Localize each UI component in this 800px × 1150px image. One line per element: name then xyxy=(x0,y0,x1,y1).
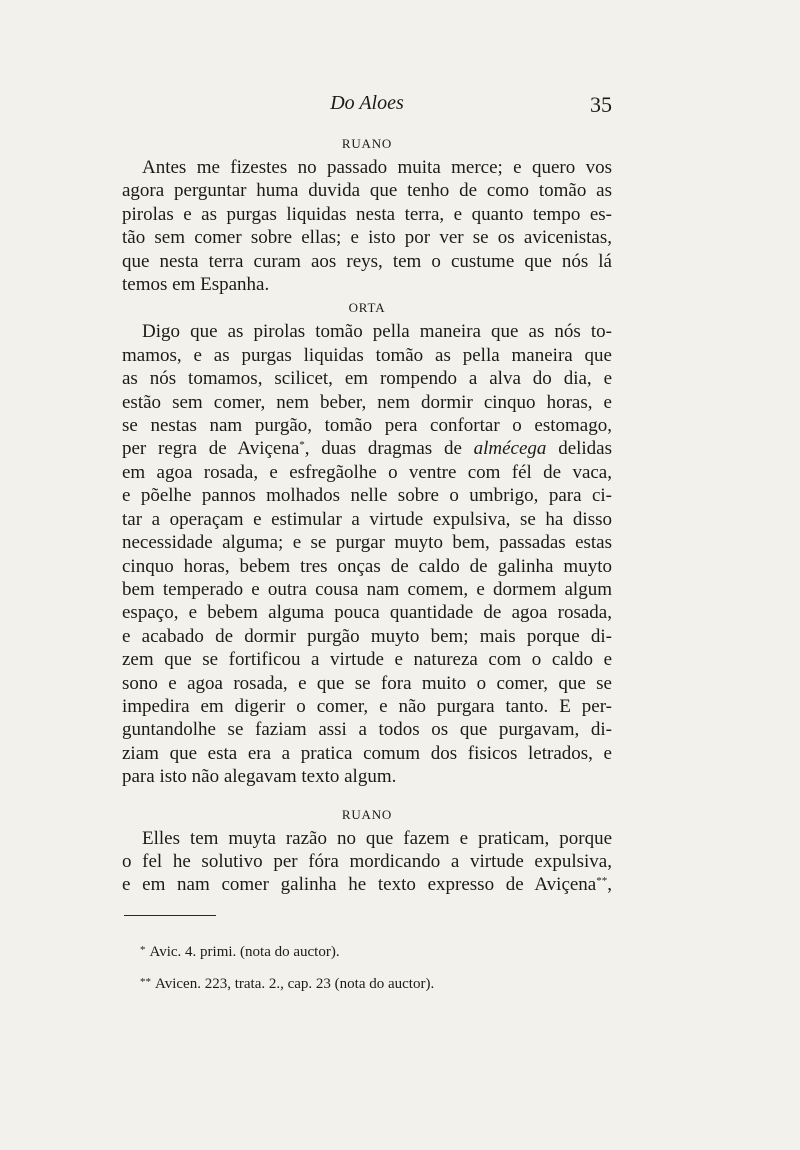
footnote xyxy=(140,935,620,967)
text-line: sono e agoa rosada, e que se fora muito o comer, que se xyxy=(122,672,612,694)
text-line: mamos, e as purgas liquidas tomão as pella maneira que xyxy=(122,344,612,366)
text-line: bem temperado e outra cousa nam comem, e dormem algum xyxy=(122,578,612,600)
dialogue-paragraph xyxy=(122,156,612,296)
text-line-with-footnote xyxy=(122,437,612,460)
footnote-mark: * xyxy=(140,944,146,956)
dialogue-paragraph xyxy=(122,827,612,897)
text-line: necessidade alguma; e se purgar muyto bem, passadas estas xyxy=(122,532,612,554)
running-title: Do Aloes xyxy=(330,92,404,114)
text-line-with-footnote xyxy=(122,873,612,896)
footnote-mark: * xyxy=(299,439,305,452)
text-line: tão sem comer sobre ellas; e isto por ver se os avicenistas, xyxy=(122,227,612,249)
footnote-mark: ** xyxy=(140,976,151,988)
text-line: em agoa rosada, e esfregãolhe o ventre com fél de vaca, xyxy=(122,461,612,483)
italic-term: almécega xyxy=(473,438,547,460)
text-line: o fel he solutivo per fóra mordicando a virtude expulsiva, xyxy=(122,850,612,872)
text-line: Digo que as pirolas tomão pella maneira que as nós to- xyxy=(142,321,612,343)
footnote-rule xyxy=(124,915,216,916)
footnote-text: Avicen. 223, trata. 2., cap. 23 (nota do auctor). xyxy=(155,976,435,992)
text-line: se nestas nam purgão, tomão pera confortar o estomago, xyxy=(122,415,612,437)
text-line: e acabado de dormir purgão muyto bem; mais porque di- xyxy=(122,625,612,647)
footnotes xyxy=(140,935,620,999)
footnote-mark: ** xyxy=(596,875,608,888)
text-line: que nesta terra curam aos reys, tem o custume que nós lá xyxy=(122,250,612,272)
text-line: temos em Espanha. xyxy=(122,274,270,296)
speaker-label: RUANO xyxy=(341,136,393,151)
text-segment: , duas dragmas de xyxy=(304,438,462,460)
page-header xyxy=(122,92,612,122)
text-line: espaço, e bebem alguma pouca quantidade de agoa rosada, xyxy=(122,602,612,624)
text-line: as nós tomamos, scilicet, em rompendo a alva do dia, e xyxy=(122,368,612,390)
text-line: e põelhe pannos molhados nelle sobre o umbrigo, para ci- xyxy=(122,485,612,507)
text-line: Elles tem muyta razão no que fazem e praticam, porque xyxy=(142,827,612,849)
page-body xyxy=(122,132,612,897)
footnote-text: Avic. 4. primi. (nota do auctor). xyxy=(149,944,340,960)
text-line: agora perguntar huma duvida que tenho de como tomão as xyxy=(122,180,612,202)
text-line: zem que se fortificou a virtude e natureza com o caldo e xyxy=(122,649,612,671)
text-segment: , xyxy=(607,874,612,896)
text-line: Antes me fizestes no passado muita merce; e quero vos xyxy=(142,157,612,178)
text-line: ziam que esta era a pratica comum dos fisicos letrados, e xyxy=(122,742,612,764)
text-line: guntandolhe se faziam assi a todos os que purgavam, di- xyxy=(122,719,612,741)
text-segment: e em nam comer galinha he texto expresso de Aviçena xyxy=(122,874,597,896)
speaker-label: ORTA xyxy=(348,300,386,316)
text-segment: per regra de Aviçena xyxy=(122,438,300,460)
speaker-label: RUANO xyxy=(341,806,393,822)
text-segment: delidas xyxy=(558,438,613,460)
text-line: tar a operaçam e estimular a virtude expulsiva, se ha disso xyxy=(122,508,612,530)
dialogue-paragraph xyxy=(122,320,612,788)
text-line: impedira em digerir o comer, e não purgara tanto. E per- xyxy=(122,695,612,717)
page-number: 35 xyxy=(590,92,612,117)
footnote xyxy=(140,967,620,999)
text-line: estão sem comer, nem beber, nem dormir cinquo horas, e xyxy=(122,391,612,413)
section-gap xyxy=(122,789,612,803)
text-line: pirolas e as purgas liquidas nesta terra, e quanto tempo es- xyxy=(122,203,612,225)
text-line: para isto não alegavam texto algum. xyxy=(122,766,397,788)
text-line: cinquo horas, bebem tres onças de caldo de galinha muyto xyxy=(122,555,612,577)
